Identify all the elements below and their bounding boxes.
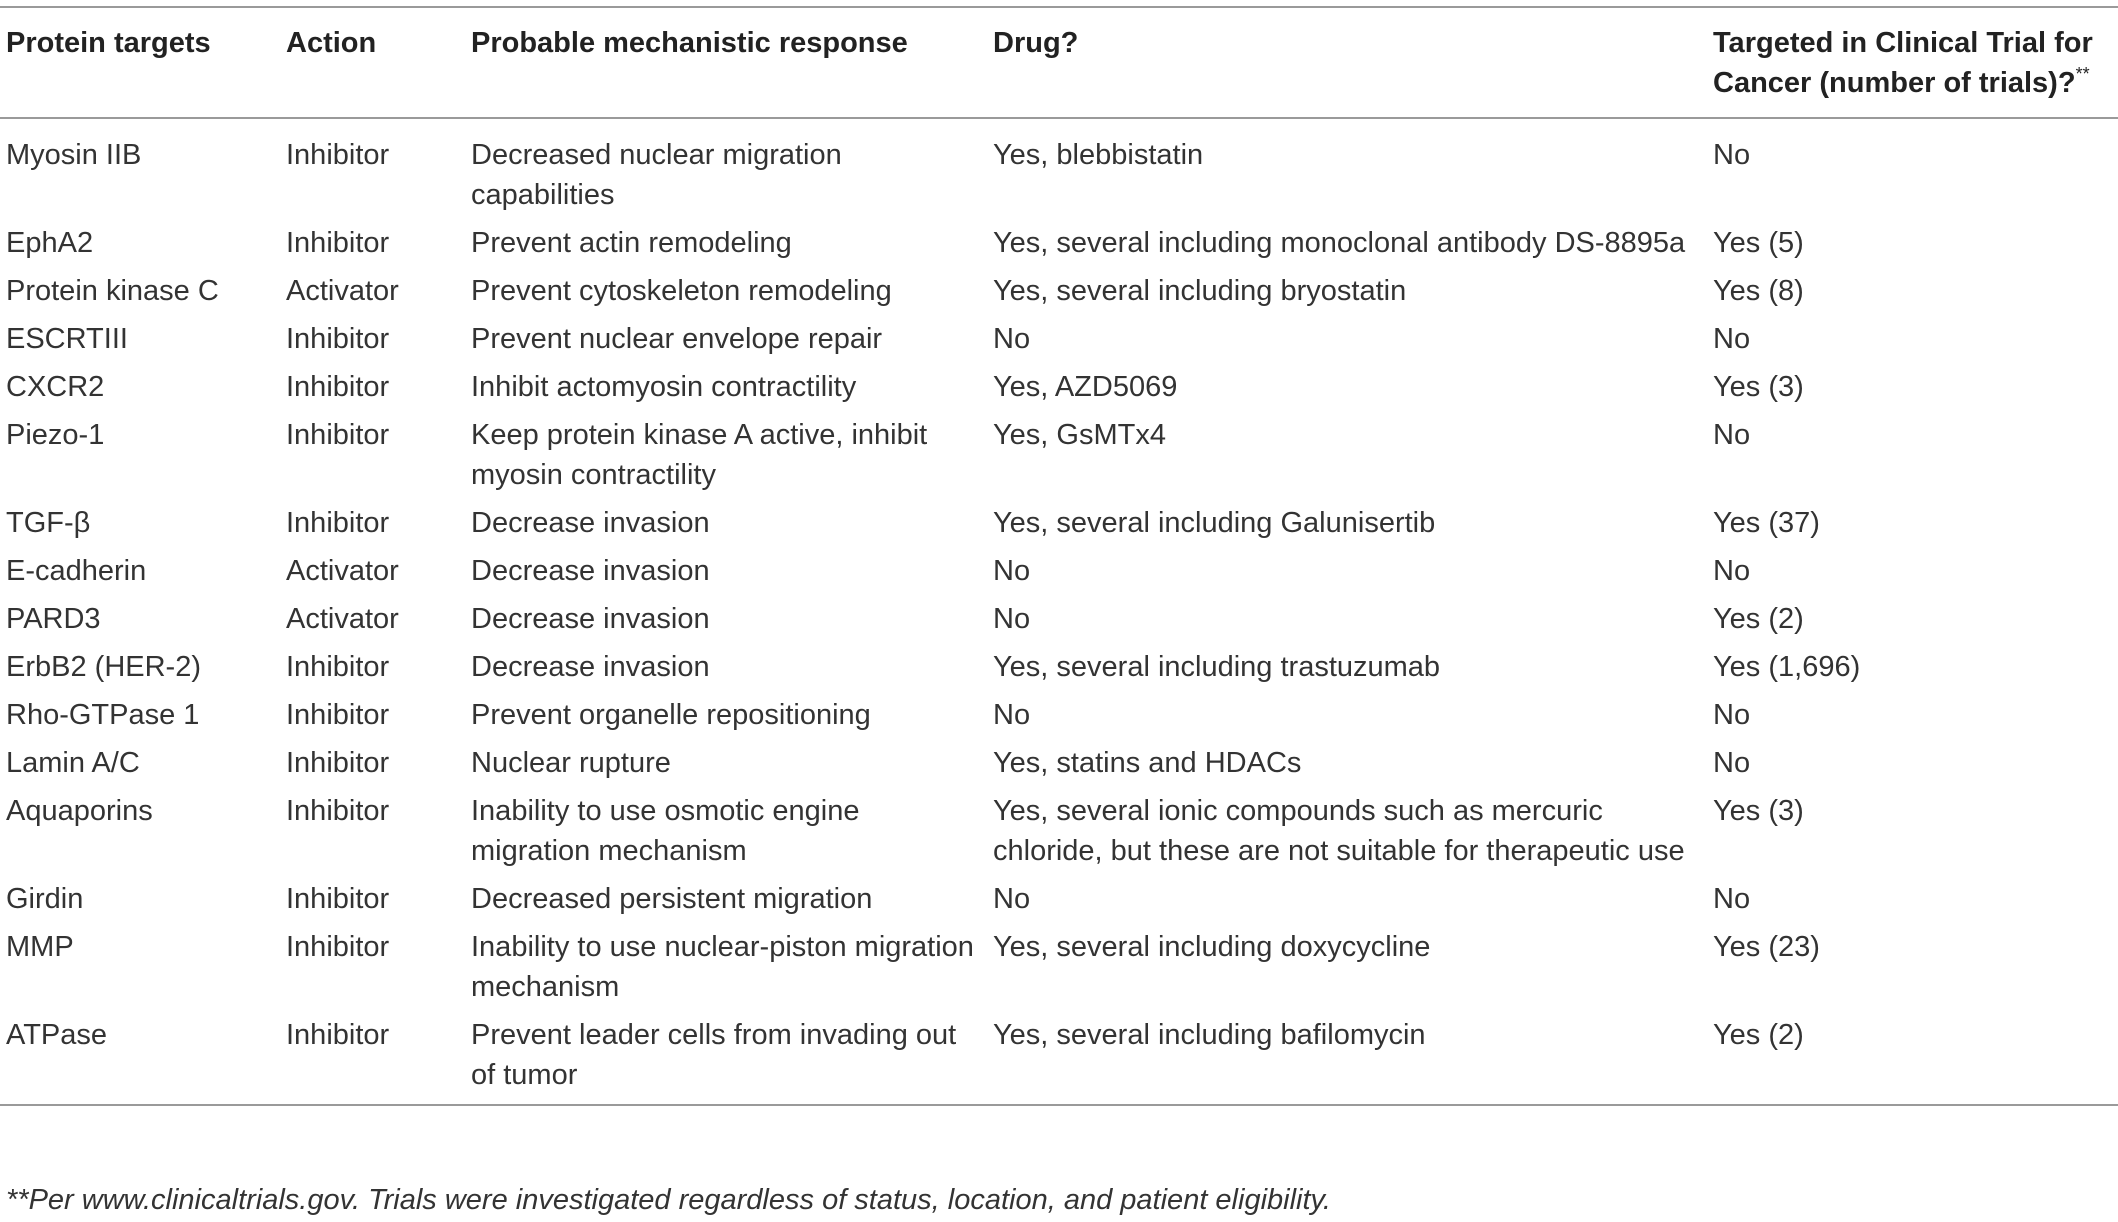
cell-drug: Yes, AZD5069: [993, 371, 1178, 403]
cell-drug: No: [993, 603, 1031, 635]
cell-protein-target: Protein kinase C: [6, 275, 219, 307]
cell-protein-target: E-cadherin: [6, 555, 147, 587]
header-clinical-trial-label: Targeted in Clinical Trial for Cancer (number of trials)?: [1713, 27, 2093, 99]
cell-action: Inhibitor: [286, 651, 390, 683]
table-row: [0, 878, 2118, 926]
cell-mechanistic-response: Keep protein kinase A active, inhibit myosin contractility: [471, 419, 928, 491]
table-row: [0, 502, 2118, 550]
cell-clinical-trial: No: [1713, 883, 1751, 915]
cell-drug: No: [993, 699, 1031, 731]
table-row: [0, 926, 2118, 1014]
footnote-marker: **: [2075, 64, 2090, 84]
protein-targets-table: [0, 6, 2118, 1106]
cell-mechanistic-response: Decreased persistent migration: [471, 883, 873, 915]
cell-drug: Yes, several including trastuzumab: [993, 651, 1441, 683]
cell-action: Inhibitor: [286, 747, 390, 779]
cell-clinical-trial: Yes (5): [1713, 227, 1804, 259]
cell-drug: Yes, statins and HDACs: [993, 747, 1302, 779]
cell-action: Inhibitor: [286, 139, 390, 171]
cell-protein-target: ErbB2 (HER-2): [6, 651, 201, 683]
table-row: [0, 742, 2118, 790]
cell-mechanistic-response: Nuclear rupture: [471, 747, 671, 779]
cell-drug: Yes, several ionic compounds such as mercuric chloride, but these are not suitable for therapeutic use: [993, 795, 1685, 867]
cell-clinical-trial: No: [1713, 555, 1751, 587]
cell-mechanistic-response: Decreased nuclear migration capabilities: [471, 139, 842, 211]
cell-drug: Yes, several including bryostatin: [993, 275, 1407, 307]
cell-action: Inhibitor: [286, 507, 390, 539]
cell-mechanistic-response: Prevent organelle repositioning: [471, 699, 871, 731]
cell-protein-target: MMP: [6, 931, 74, 963]
cell-drug: Yes, GsMTx4: [993, 419, 1166, 451]
cell-action: Activator: [286, 555, 399, 587]
cell-drug: No: [993, 323, 1031, 355]
cell-mechanistic-response: Decrease invasion: [471, 507, 710, 539]
table-row: [0, 118, 2118, 222]
cell-protein-target: Girdin: [6, 883, 84, 915]
table-row: [0, 414, 2118, 502]
cell-mechanistic-response: Inability to use nuclear-piston migration mechanism: [471, 931, 974, 1003]
cell-protein-target: Rho-GTPase 1: [6, 699, 200, 731]
cell-clinical-trial: No: [1713, 699, 1751, 731]
cell-drug: No: [993, 555, 1031, 587]
cell-action: Inhibitor: [286, 795, 390, 827]
cell-protein-target: TGF-β: [6, 507, 91, 539]
cell-mechanistic-response: Decrease invasion: [471, 555, 710, 587]
cell-clinical-trial: Yes (1,696): [1713, 651, 1861, 683]
cell-mechanistic-response: Inhibit actomyosin contractility: [471, 371, 857, 403]
header-drug: Drug?: [993, 27, 1079, 59]
table-body: [0, 118, 2118, 1105]
cell-protein-target: Piezo-1: [6, 419, 105, 451]
cell-clinical-trial: No: [1713, 747, 1751, 779]
cell-protein-target: Myosin IIB: [6, 139, 142, 171]
header-row: [0, 7, 2118, 118]
cell-protein-target: Aquaporins: [6, 795, 153, 827]
table-row: [0, 550, 2118, 598]
cell-action: Inhibitor: [286, 419, 390, 451]
table-header: [0, 7, 2118, 118]
table-row: [0, 598, 2118, 646]
cell-protein-target: PARD3: [6, 603, 101, 635]
cell-protein-target: EphA2: [6, 227, 94, 259]
cell-drug: Yes, several including Galunisertib: [993, 507, 1436, 539]
header-protein-targets: Protein targets: [6, 27, 211, 59]
table-row: [0, 366, 2118, 414]
table-row: [0, 270, 2118, 318]
cell-action: Inhibitor: [286, 323, 390, 355]
cell-drug: Yes, several including bafilomycin: [993, 1019, 1426, 1051]
cell-mechanistic-response: Prevent nuclear envelope repair: [471, 323, 883, 355]
cell-drug: Yes, several including monoclonal antibody DS-8895a: [993, 227, 1686, 259]
cell-protein-target: CXCR2: [6, 371, 105, 403]
cell-action: Inhibitor: [286, 931, 390, 963]
cell-protein-target: ESCRTIII: [6, 323, 128, 355]
cell-action: Inhibitor: [286, 371, 390, 403]
table-row: [0, 790, 2118, 878]
cell-action: Activator: [286, 275, 399, 307]
cell-protein-target: ATPase: [6, 1019, 108, 1051]
cell-mechanistic-response: Inability to use osmotic engine migration mechanism: [471, 795, 860, 867]
cell-action: Inhibitor: [286, 1019, 390, 1051]
cell-drug: Yes, several including doxycycline: [993, 931, 1431, 963]
table-row: [0, 318, 2118, 366]
cell-clinical-trial: Yes (37): [1713, 507, 1820, 539]
cell-mechanistic-response: Prevent actin remodeling: [471, 227, 792, 259]
cell-clinical-trial: No: [1713, 419, 1751, 451]
cell-clinical-trial: Yes (2): [1713, 603, 1804, 635]
cell-action: Inhibitor: [286, 699, 390, 731]
cell-clinical-trial: Yes (8): [1713, 275, 1804, 307]
header-clinical-trial: [1707, 7, 2118, 118]
cell-action: Activator: [286, 603, 399, 635]
cell-mechanistic-response: Prevent leader cells from invading out of tumor: [471, 1019, 957, 1091]
table-row: [0, 222, 2118, 270]
cell-mechanistic-response: Decrease invasion: [471, 651, 710, 683]
cell-clinical-trial: No: [1713, 323, 1751, 355]
cell-drug: No: [993, 883, 1031, 915]
cell-clinical-trial: Yes (3): [1713, 795, 1804, 827]
table-row: [0, 646, 2118, 694]
table-row: [0, 1014, 2118, 1105]
cell-drug: Yes, blebbistatin: [993, 139, 1204, 171]
cell-mechanistic-response: Decrease invasion: [471, 603, 710, 635]
cell-action: Inhibitor: [286, 883, 390, 915]
cell-action: Inhibitor: [286, 227, 390, 259]
table-row: [0, 694, 2118, 742]
cell-mechanistic-response: Prevent cytoskeleton remodeling: [471, 275, 892, 307]
table-footnote: **Per www.clinicaltrials.gov. Trials were investigated regardless of status, location, and patient eligibility.: [6, 1184, 1331, 1216]
cell-protein-target: Lamin A/C: [6, 747, 140, 779]
header-action: Action: [286, 27, 377, 59]
cell-clinical-trial: Yes (23): [1713, 931, 1820, 963]
cell-clinical-trial: Yes (3): [1713, 371, 1804, 403]
cell-clinical-trial: Yes (2): [1713, 1019, 1804, 1051]
header-mechanistic-response: Probable mechanistic response: [471, 27, 908, 59]
cell-clinical-trial: No: [1713, 139, 1751, 171]
